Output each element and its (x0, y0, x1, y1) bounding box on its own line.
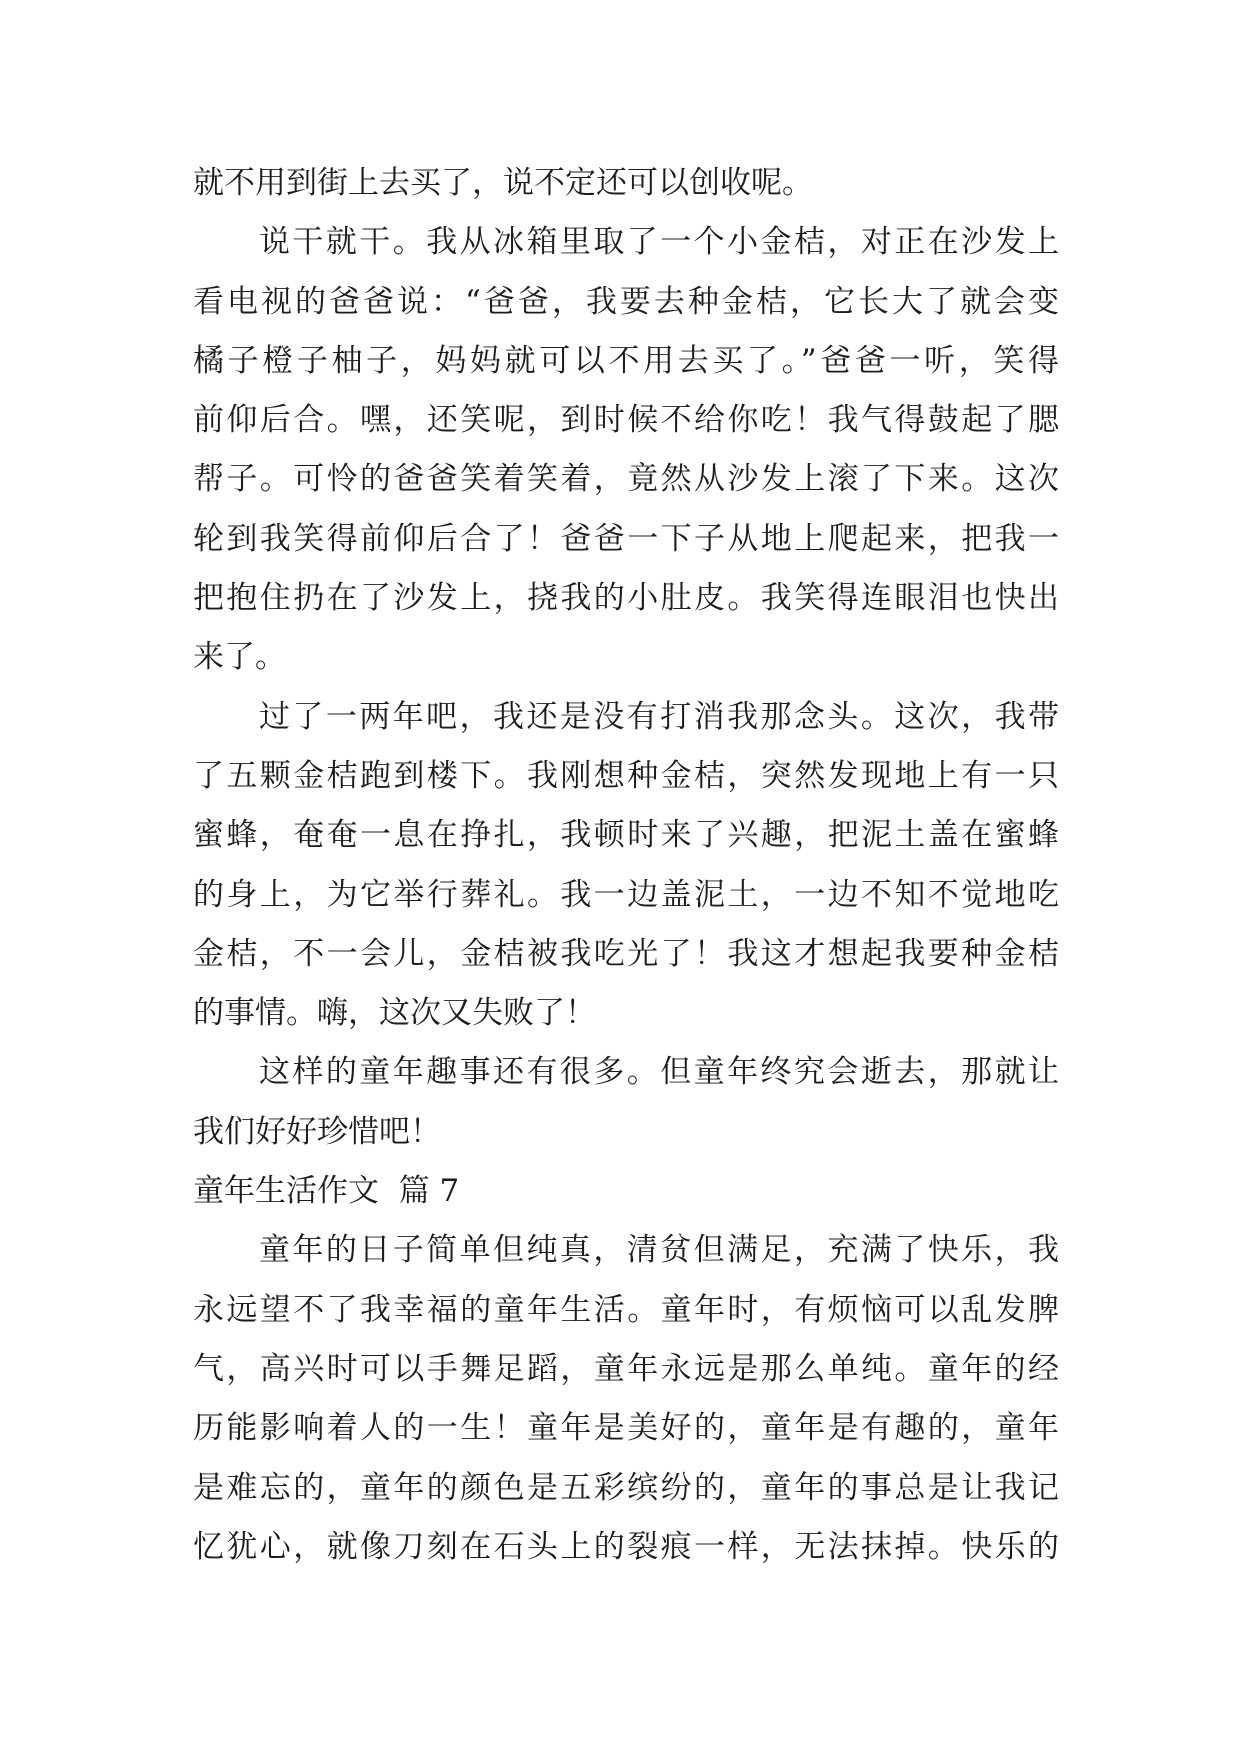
paragraph-line: 过了一两年吧，我还是没有打消我那念头。这次，我带 (259, 698, 1059, 735)
paragraph-line: 的身上，为它举行葬礼。我一边盖泥土，一边不知不觉地吃 (193, 876, 1059, 913)
paragraph-line: 橘子橙子柚子，妈妈就可以不用去买了。”爸爸一听，笑得 (193, 342, 1059, 379)
paragraph-line: 历能影响着人的一生！童年是美好的，童年是有趣的，童年 (193, 1410, 1059, 1447)
paragraph-line: 的事情。嗨，这次又失败了！ (193, 995, 596, 1032)
paragraph-line: 来了。 (193, 639, 286, 676)
paragraph-line: 把抱住扔在了沙发上，挠我的小肚皮。我笑得连眼泪也快出 (193, 580, 1059, 617)
paragraph-line: 轮到我笑得前仰后合了！爸爸一下子从地上爬起来，把我一 (193, 520, 1059, 557)
paragraph-line: 帮子。可怜的爸爸笑着笑着，竟然从沙发上滚了下来。这次 (193, 461, 1059, 498)
paragraph-line: 就不用到街上去买了，说不定还可以创收呢。 (193, 165, 813, 201)
paragraph-line: 忆犹心，就像刀刻在石头上的裂痕一样，无法抹掉。快乐的 (193, 1528, 1059, 1565)
section-heading: 童年生活作文 篇 7 (193, 1173, 460, 1210)
paragraph-line: 看电视的爸爸说：“爸爸，我要去种金桔，它长大了就会变 (193, 283, 1059, 320)
paragraph-line: 前仰后合。嘿，还笑呢，到时候不给你吃！我气得鼓起了腮 (193, 402, 1059, 439)
paragraph-line: 蜜蜂，奄奄一息在挣扎，我顿时来了兴趣，把泥土盖在蜜蜂 (193, 817, 1059, 854)
paragraph-line: 是难忘的，童年的颜色是五彩缤纷的，童年的事总是让我记 (193, 1469, 1059, 1506)
paragraph-line: 这样的童年趣事还有很多。但童年终究会逝去，那就让 (259, 1054, 1059, 1091)
paragraph-line: 金桔，不一会儿，金桔被我吃光了！我这才想起我要种金桔 (193, 935, 1059, 972)
document-page (193, 154, 1059, 1577)
paragraph-line: 了五颗金桔跑到楼下。我刚想种金桔，突然发现地上有一只 (193, 757, 1059, 794)
paragraph-line: 说干就干。我从冰箱里取了一个小金桔，对正在沙发上 (259, 224, 1059, 261)
paragraph-line: 童年的日子简单但纯真，清贫但满足，充满了快乐，我 (259, 1232, 1059, 1269)
paragraph-line: 气，高兴时可以手舞足蹈，童年永远是那么单纯。童年的经 (193, 1350, 1059, 1387)
paragraph-line: 永远望不了我幸福的童年生活。童年时，有烦恼可以乱发脾 (193, 1291, 1059, 1328)
paragraph-line: 我们好好珍惜吧！ (193, 1113, 441, 1150)
